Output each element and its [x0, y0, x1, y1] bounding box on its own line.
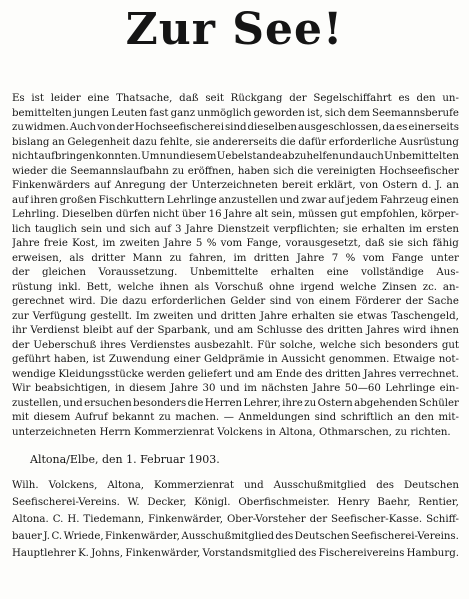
body-line: rüstung inkl. Bett, welche ihnen als Vorschuß ohne irgend welche Zinsen zc. an- [12, 281, 459, 293]
page-title: Zur See! [125, 4, 344, 55]
signature-line: Seefischerei-Vereins. W. Decker, Königl. Oberfischmeister. Henry Baehr, Rentier, [12, 497, 459, 508]
body-line: auf ihren großen Fischkuttern Lehrlinge anzustellen und zwar auf jedem Fahrzeug einen [12, 194, 459, 206]
dateline: Altona/Elbe, den 1. Februar 1903. [30, 453, 220, 466]
body-line: Wir beabsichtigen, in diesem Jahre 30 und im nächsten Jahre 50—60 Lehrlinge ein- [12, 383, 459, 394]
body-line: mit diesem Aufruf bekannt zu machen. — Anmeldungen sind schriftlich an den mit- [12, 412, 459, 423]
body-line: zur Verfügung gestellt. Im zweiten und dritten Jahre erhalten sie etwas Taschengeld, [12, 310, 459, 322]
body-line: gerechnet wird. Die dazu erforderlichen Gelder sind von einem Förderer der Sache [12, 296, 459, 307]
body-line: wieder die Seemannslaufbahn zu eröffnen, haben sich die vereinigten Hochseefischer [12, 165, 459, 177]
signature-line: Wilh. Volckens, Altona, Kommerzienrat und Ausschußmitglied des Deutschen [12, 480, 459, 491]
signature-line: bauer J. C. Wriede, Finkenwärder, Ausschußmitglied des Deutschen Seefischerei-Vereins. [12, 531, 459, 542]
body-line: geführt haben, ist Zuwendung einer Geldprämie in Aussicht genommen. Etwaige not- [12, 354, 459, 365]
body-line: Jahre freie Kost, im zweiten Jahre 5 % vom Fange, vorausgesetzt, daß sie sich fähig [12, 238, 459, 249]
body-line: der Ueberschuß ihres Verdienstes ausbezahlt. Für solche, welche sich besonders gut [12, 339, 459, 351]
body-line: bemittelten jungen Leuten fast ganz unmöglich geworden ist, sich dem Seemannsberufe [12, 107, 459, 119]
body-line: der gleichen Voraussetzung. Unbemittelte erhalten eine vollständige Aus- [12, 267, 459, 278]
body-line: ihr Verdienst bleibt auf der Sparbank, und am Schlusse des dritten Jahres wird ihnen [12, 325, 459, 336]
signature-line: Altona. C. H. Tiedemann, Finkenwärder, Ober-Vorsteher der Seefischer-Kasse. Schiff- [12, 514, 459, 525]
body-line: unterzeichneten Herrn Kommerzienrat Volckens in Altona, Othmarschen, zu richten. [12, 426, 451, 438]
signature-line: Hauptlehrer K. Johns, Finkenwärder, Vorstandsmitglied des Fischereivereins Hamburg. [12, 548, 459, 559]
body-line: zu widmen. Auch von der Hochseefischerei sind dieselben ausgeschlossen, da es einerseits [12, 122, 459, 133]
body-line: erweisen, als dritter Mann zu fahren, im dritten Jahre 7 % vom Fange unter [12, 252, 459, 264]
body-line: Finkenwärders auf Anregung der Unterzeichneten bereit erklärt, von Ostern d. J. an [12, 180, 459, 191]
signatures [12, 477, 459, 562]
body-line: bislang an Gelegenheit dazu fehlte, sie andererseits die dafür erforderliche Ausrüstung [12, 136, 459, 148]
body-line: lich tauglich sein und sich auf 3 Jahre Dienstzeit verpflichten; sie erhalten im ersten [12, 223, 459, 235]
body-line: nicht aufbringen konnten. Um nun diesem Uebelstande abzuhelfen und auch Unbemittelten [12, 151, 459, 162]
body-text [12, 92, 459, 440]
body-line: Es ist leider eine Thatsache, daß seit Rückgang der Segelschiffahrt es den un- [12, 93, 459, 104]
body-line: Lehrling. Dieselben dürfen nicht über 16 Jahre alt sein, müssen gut empfohlen, körper- [12, 209, 459, 220]
body-line: wendige Kleidungsstücke werden geliefert und am Ende des dritten Jahres verrechnet. [12, 368, 459, 380]
body-line: zustellen, und ersuchen besonders die Herren Lehrer, ihre zu Ostern abgehenden Schüler [12, 397, 459, 409]
